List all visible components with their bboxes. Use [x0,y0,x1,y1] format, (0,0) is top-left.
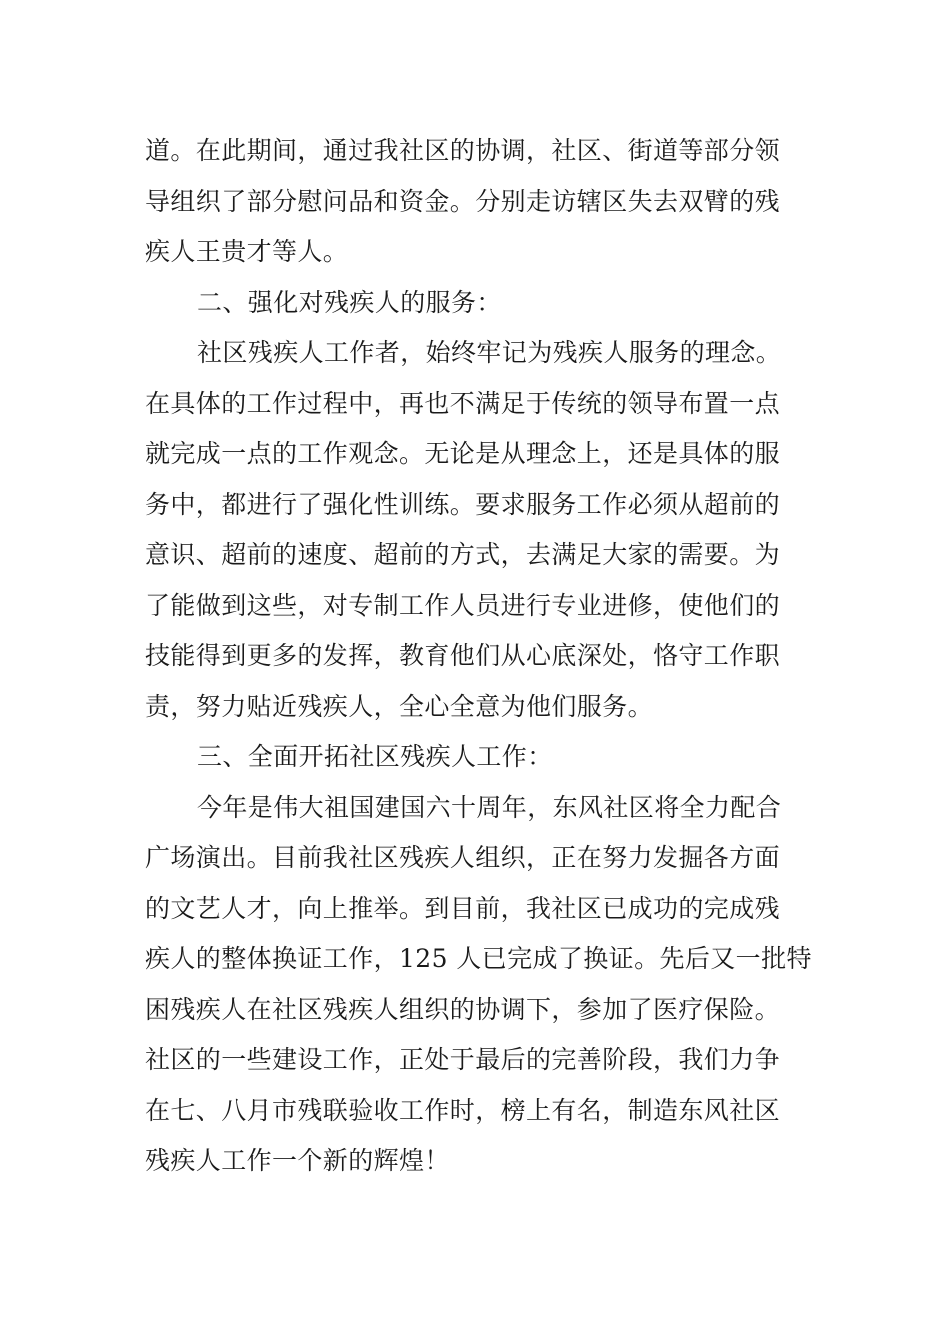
section-heading-2: 二、强化对残疾人的服务： [197,287,502,317]
text-line: 广场演出。目前我社区残疾人组织，正在努力发掘各方面 [145,843,781,872]
text-line: 在具体的工作过程中，再也不满足于传统的领导布置一点 [145,388,781,418]
text-line: 疾人王贵才等人。 [145,237,349,266]
text-line: 困残疾人在社区残疾人组织的协调下，参加了医疗保险。 [145,994,781,1024]
text-line: 疾人的整体换证工作，125 人已完成了换证。先后又一批特 [145,944,812,973]
text-line: 社区残疾人工作者，始终牢记为残疾人服务的理念。 [197,338,782,367]
text-line: 道。在此期间，通过我社区的协调，社区、街道等部分领 [145,136,781,165]
text-line: 今年是伟大祖国建国六十周年，东风社区将全力配合 [197,792,782,822]
text-line: 技能得到更多的发挥，教育他们从心底深处，恪守工作职 [145,641,781,670]
section-heading-3: 三、全面开拓社区残疾人工作： [197,742,553,771]
text-line: 责，努力贴近残疾人，全心全意为他们服务。 [145,691,654,721]
text-line: 的文艺人才，向上推举。到目前，我社区已成功的完成残 [145,893,781,923]
text-line: 意识、超前的速度、超前的方式，去满足大家的需要。为 [145,540,781,569]
text-line: 务中，都进行了强化性训练。要求服务工作必须从超前的 [145,489,781,519]
text-line: 导组织了部分慰问品和资金。分别走访辖区失去双臂的残 [145,186,781,216]
text-line: 了能做到这些，对专制工作人员进行专业进修，使他们的 [145,590,781,620]
text-line: 残疾人工作一个新的辉煌！ [145,1146,450,1175]
text-line: 在七、八月市残联验收工作时，榜上有名，制造东风社区 [145,1095,781,1125]
text-line: 社区的一些建设工作，正处于最后的完善阶段，我们力争 [145,1045,781,1074]
text-line: 就完成一点的工作观念。无论是从理念上，还是具体的服 [145,439,781,468]
document-body [145,126,810,1187]
